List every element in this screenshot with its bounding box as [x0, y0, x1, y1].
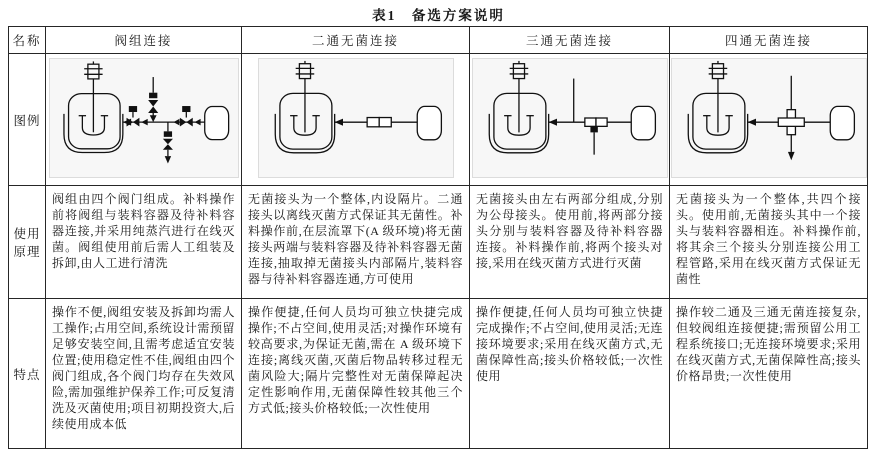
aseptic-connector-icon [778, 110, 804, 135]
feed-container-icon [204, 107, 228, 140]
principle-four-way: 无菌接头为一个整体,共四个接头。使用前,无菌接头其中一个接头与装料容器相连。补料操作前,将其余三个接头分别连接公用工程管路,采用在线灭菌方式保证无菌性 [670, 186, 868, 299]
two-way-connection-icon [261, 60, 451, 176]
feed-container-icon [631, 106, 655, 139]
drain-valve-icon [162, 122, 172, 163]
principle-row [9, 186, 868, 299]
features-valve-group: 操作不便,阀组安装及拆卸均需人工操作;占用空间,系统设计需预留足够安装空间,且需考虑适宜安装位置;使用稳定性不佳,阀组由四个阀门组成,各个阀门均存在失效风险,需加强维护保养工作;可反复清洗及灭菌使用;项目初期投资大,后续使用成本低 [46, 299, 242, 449]
tank-icon [688, 61, 747, 153]
header-name: 名称 [9, 27, 46, 54]
row-label-legend: 图例 [9, 54, 46, 186]
flow-arrow-icon [548, 119, 556, 126]
feed-container-icon [830, 106, 854, 139]
flow-arrow-icon [334, 119, 342, 126]
header-col-four-way: 四通无菌连接 [670, 27, 868, 54]
flow-arrow-icon [747, 119, 755, 126]
principle-three-way: 无菌接头由左右两部分组成,分别为公母接头。使用前,将两部分接头分别与装料容器及待补料容器连接。补料操作前,将两个接头对接,采用在线灭菌方式进行灭菌 [470, 186, 670, 299]
three-way-diagram [472, 58, 668, 178]
row-label-principle: 使用原理 [9, 186, 46, 299]
valve-group-connection-icon [52, 60, 236, 176]
two-way-diagram [258, 58, 454, 178]
principle-two-way: 无菌接头为一个整体,内设隔片。二通接头以离线灭菌方式保证其无菌性。补料操作前,在层流罩下(A 级环境)将无菌接头两端与装料容器及待补料容器无菌连接,抽取掉无菌接头内部隔片,装料容器与待补料容器连通,方可使用 [242, 186, 470, 299]
three-way-connection-icon [475, 60, 665, 176]
valve-group-diagram [49, 58, 239, 178]
feed-container-icon [417, 106, 441, 139]
alternatives-table [8, 26, 868, 449]
legend-cell-two-way [242, 54, 470, 186]
header-col-two-way: 二通无菌连接 [242, 27, 470, 54]
legend-row [9, 54, 868, 186]
tank-icon [275, 61, 334, 153]
legend-cell-four-way [670, 54, 868, 186]
down-arrow-icon [787, 152, 794, 160]
top-branch-valve-icon [148, 77, 158, 122]
legend-cell-three-way [470, 54, 670, 186]
features-four-way: 操作较二通及三通无菌连接复杂,但较阀组连接便捷;需预留公用工程系统接口;无连接环境要求;采用在线灭菌方式,无菌保障性高;接头价格昂贵;一次性使用 [670, 299, 868, 449]
tank-icon [63, 61, 122, 152]
features-row [9, 299, 868, 449]
header-row [9, 27, 868, 54]
legend-cell-valve-group [46, 54, 242, 186]
valve-icon [173, 106, 200, 127]
row-label-features: 特点 [9, 299, 46, 449]
header-col-valve-group: 阀组连接 [46, 27, 242, 54]
four-way-connection-icon [674, 60, 864, 176]
principle-valve-group: 阀组由四个阀门组成。补料操作前将阀组与装料容器及待补料容器连接,并采用纯蒸汽进行在线灭菌。阀组使用前后需人工组装及拆卸,由人工进行清洗 [46, 186, 242, 299]
features-two-way: 操作便捷,任何人员均可独立快捷完成操作;不占空间,使用灵活;对操作环境有较高要求,为保证无菌,需在 A 级环境下连接;离线灭菌,灭菌后物品转移过程无菌风险大;隔片完整性对无菌保障起决定性影响作用,无菌保障性较其他三个方式低;接头价格较低;一次性使用 [242, 299, 470, 449]
aseptic-connector-icon [367, 118, 391, 127]
aseptic-connector-icon [584, 118, 606, 155]
features-three-way: 操作便捷,任何人员均可独立快捷完成操作;不占空间,使用灵活;无连接环境要求;采用在线灭菌方式,无菌保障性高;接头价格较低;一次性使用 [470, 299, 670, 449]
four-way-diagram [671, 58, 867, 178]
flow-arrow-icon [141, 119, 147, 125]
table-caption: 表1 备选方案说明 [372, 8, 505, 23]
header-col-three-way: 三通无菌连接 [470, 27, 670, 54]
valve-icon [126, 106, 139, 127]
tank-icon [489, 61, 548, 153]
